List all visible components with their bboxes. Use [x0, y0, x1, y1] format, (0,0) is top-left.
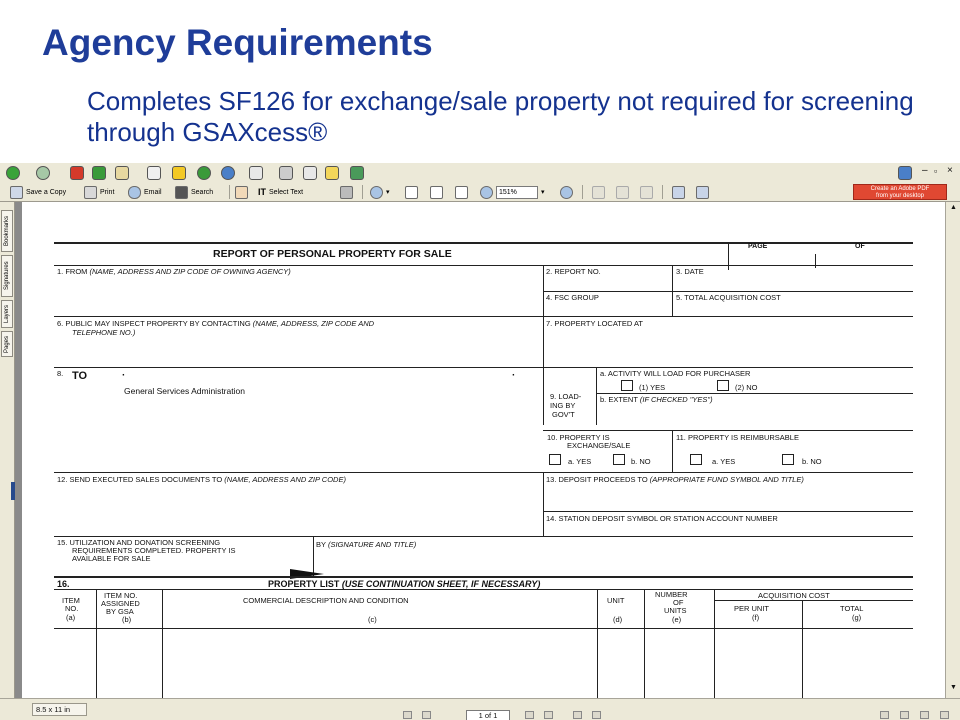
document-area	[15, 202, 945, 698]
stop-icon[interactable]	[70, 166, 84, 180]
of-label: OF	[855, 243, 865, 250]
attach-button[interactable]	[672, 183, 709, 201]
go-forward-icon[interactable]	[592, 711, 601, 719]
navigation-panel	[0, 202, 15, 698]
forward-icon[interactable]	[36, 166, 50, 180]
rotate-button[interactable]	[592, 183, 653, 201]
email-label: Email	[144, 188, 162, 196]
zoom-out-button[interactable]	[480, 183, 493, 201]
hand-tool-button[interactable]	[235, 183, 248, 201]
comment-icon	[696, 186, 709, 199]
search-web-icon[interactable]	[147, 166, 161, 180]
scroll-up-icon[interactable]: ▲	[950, 204, 957, 211]
edit-icon[interactable]	[303, 166, 317, 180]
bullet-dot: ·	[122, 370, 126, 381]
form-line	[543, 265, 544, 425]
fit-width-icon	[455, 186, 468, 199]
media-icon[interactable]	[197, 166, 211, 180]
zoom-icon	[370, 186, 383, 199]
status-bar	[0, 698, 960, 720]
field-15-by	[316, 540, 416, 549]
tab-layers[interactable]: Layers	[1, 300, 13, 328]
col-d-2: (d)	[613, 615, 623, 624]
select-text-button[interactable]	[258, 183, 303, 201]
minimize-icon[interactable]: –	[922, 165, 928, 176]
toolbar-divider	[582, 185, 583, 199]
field-9a-no-checkbox[interactable]	[717, 380, 729, 391]
print-label: Print	[100, 188, 115, 196]
field-6-label	[57, 319, 374, 328]
col-a-3: (a)	[66, 613, 76, 622]
form-line	[596, 367, 597, 425]
save-copy-button[interactable]	[10, 183, 66, 201]
form-line	[54, 367, 913, 368]
slide-title: Agency Requirements	[42, 22, 433, 63]
zoom-in-button[interactable]	[370, 183, 390, 201]
form-title: REPORT OF PERSONAL PROPERTY FOR SALE	[213, 248, 452, 260]
form-line	[672, 430, 673, 472]
col-d-1: UNIT	[607, 596, 625, 605]
form-line	[162, 589, 163, 698]
field-9b-note: (IF CHECKED "YES")	[639, 395, 713, 404]
single-page-icon[interactable]	[880, 711, 889, 719]
col-c-2: (c)	[368, 615, 377, 624]
home-icon[interactable]	[115, 166, 129, 180]
field-14-label: 14. STATION DEPOSIT SYMBOL OR STATION ACCOUNT NUMBER	[546, 514, 778, 523]
field-15-by-label: BY	[316, 540, 326, 549]
col-b-4: (b)	[122, 615, 132, 624]
field-10-yes-label: a. YES	[568, 457, 592, 466]
toolbar-divider	[229, 185, 230, 199]
form-line	[644, 589, 645, 698]
field-11-label: 11. PROPERTY IS REIMBURSABLE	[676, 433, 799, 442]
field-1-number: 1. FROM	[57, 267, 88, 276]
rotate-icon	[592, 186, 605, 199]
page-icon	[405, 186, 418, 199]
history-icon[interactable]	[221, 166, 235, 180]
field-9b-number: b. EXTENT	[600, 395, 638, 404]
pdf-viewer-screenshot	[0, 163, 960, 720]
actual-size-button[interactable]	[405, 183, 418, 201]
page-number-field[interactable]: 1 of 1	[466, 710, 510, 720]
form-thick-rule	[54, 576, 913, 578]
continuous-facing-icon[interactable]	[940, 711, 949, 719]
field-13-number: 13. DEPOSIT PROCEEDS TO	[546, 475, 648, 484]
zoom-plus-button[interactable]	[560, 183, 573, 201]
field-16-number: 16.	[57, 579, 70, 589]
form-line	[54, 536, 913, 537]
search-button[interactable]	[175, 183, 213, 201]
field-2-label: 2. REPORT NO.	[546, 267, 601, 276]
form-line	[714, 600, 913, 601]
field-9-line-1: 9. LOAD-	[550, 392, 582, 401]
field-10-no-label: b. NO	[631, 457, 651, 466]
email-icon	[128, 186, 141, 199]
field-8-number: 8.	[57, 369, 64, 378]
field-11-yes-checkbox[interactable]	[690, 454, 702, 465]
col-acq: ACQUISITION COST	[758, 591, 830, 600]
form-line	[714, 589, 715, 698]
field-6-number: 6. PUBLIC MAY INSPECT PROPERTY BY CONTACTING	[57, 319, 251, 328]
field-11-yes-label: a. YES	[712, 457, 736, 466]
col-f-2: (f)	[752, 613, 760, 622]
close-icon[interactable]: ×	[947, 165, 953, 176]
zoom-level-select[interactable]	[496, 183, 545, 201]
first-page-icon[interactable]	[403, 711, 412, 719]
browser-nav-bar	[0, 163, 960, 184]
field-9a-label: a. ACTIVITY WILL LOAD FOR PURCHASER	[600, 369, 751, 378]
field-12-number: 12. SEND EXECUTED SALES DOCUMENTS TO	[57, 475, 223, 484]
form-line	[802, 601, 803, 698]
form-line	[543, 430, 913, 431]
go-back-icon[interactable]	[573, 711, 582, 719]
field-9a-yes-checkbox[interactable]	[621, 380, 633, 391]
field-4-label: 4. FSC GROUP	[546, 293, 599, 302]
field-9-line-2: ING BY	[550, 401, 576, 410]
folder-icon[interactable]	[325, 166, 339, 180]
tab-signatures[interactable]: Signatures	[1, 255, 13, 297]
back-icon[interactable]	[6, 166, 20, 180]
zoom-out-icon	[480, 186, 493, 199]
col-b-1: ITEM NO.	[104, 591, 138, 600]
col-g-2: (g)	[852, 613, 862, 622]
col-e-2: OF	[673, 598, 684, 607]
toolbar-divider	[662, 185, 663, 199]
field-15-line-3: AVAILABLE FOR SALE	[72, 554, 151, 563]
field-8-value: General Services Administration	[124, 386, 245, 396]
col-e-1: NUMBER	[655, 590, 688, 599]
col-b-3: BY GSA	[106, 607, 134, 616]
tab-bookmarks[interactable]: Bookmarks	[1, 210, 13, 252]
field-6-note-2: TELEPHONE NO.)	[72, 328, 136, 337]
next-page-icon[interactable]	[525, 711, 534, 719]
field-1-note: (NAME, ADDRESS AND ZIP CODE OF OWNING AGENCY)	[89, 267, 291, 276]
field-16-note: (USE CONTINUATION SHEET, IF NECESSARY)	[341, 579, 541, 589]
printer-icon	[84, 186, 97, 199]
field-11-no-label: b. NO	[802, 457, 822, 466]
field-16-title	[268, 579, 540, 589]
fit-page-icon	[430, 186, 443, 199]
tab-pages[interactable]: Pages	[1, 331, 13, 357]
form-line	[54, 472, 913, 473]
create-adobe-pdf-button[interactable]	[853, 184, 947, 200]
col-e-3: UNITS	[664, 606, 687, 615]
field-12-note: (NAME, ADDRESS AND ZIP CODE)	[224, 475, 346, 484]
camera-icon	[340, 186, 353, 199]
field-15-by-note: (SIGNATURE AND TITLE)	[327, 540, 417, 549]
chevron-down-icon: ▾	[386, 189, 390, 196]
field-5-label: 5. TOTAL ACQUISITION COST	[676, 293, 781, 302]
field-6-note: (NAME, ADDRESS, ZIP CODE AND	[252, 319, 375, 328]
hand-icon	[235, 186, 248, 199]
search-label: Search	[191, 188, 214, 196]
form-line	[543, 511, 913, 512]
field-13-label	[546, 475, 804, 484]
col-a-1: ITEM	[62, 596, 80, 605]
attach-icon	[672, 186, 685, 199]
fit-width-button[interactable]	[455, 183, 468, 201]
slide-subtitle: Completes SF126 for exchange/sale property not required for screening through GSAXcess®	[87, 86, 914, 147]
field-9b-label	[600, 395, 713, 404]
field-10-yes-checkbox[interactable]	[549, 454, 561, 465]
form-line	[543, 291, 913, 292]
form-line	[54, 265, 913, 266]
vertical-scrollbar[interactable]	[945, 202, 960, 698]
chevron-down-icon: ▾	[541, 189, 545, 196]
col-b-2: ASSIGNED	[101, 599, 140, 608]
field-10-line-1: 10. PROPERTY IS	[547, 433, 610, 442]
save-icon	[10, 186, 23, 199]
last-page-icon[interactable]	[544, 711, 553, 719]
form-line	[54, 316, 913, 317]
messenger-icon[interactable]	[350, 166, 364, 180]
prev-page-icon[interactable]	[422, 711, 431, 719]
field-1-label	[57, 267, 291, 276]
continuous-icon[interactable]	[900, 711, 909, 719]
form-line	[543, 472, 544, 537]
refresh-icon[interactable]	[92, 166, 106, 180]
field-10-no-checkbox[interactable]	[613, 454, 625, 465]
zoom-level-value: 151%	[496, 186, 538, 199]
form-top-rule	[54, 242, 913, 244]
select-text-label: Select Text	[269, 188, 304, 196]
snapshot-tool-button[interactable]	[340, 183, 353, 201]
field-9a-no-label: (2) NO	[735, 383, 758, 392]
field-12-label	[57, 475, 346, 484]
form-line	[54, 589, 913, 590]
print-button[interactable]	[84, 183, 114, 201]
save-copy-label: Save a Copy	[26, 188, 67, 196]
field-8-to: TO	[72, 370, 88, 382]
text-cursor-icon: IT	[258, 187, 266, 197]
field-9-line-3: GOV'T	[552, 410, 575, 419]
field-7-label: 7. PROPERTY LOCATED AT	[546, 319, 643, 328]
col-a-2: NO.	[65, 604, 79, 613]
field-3-label: 3. DATE	[676, 267, 704, 276]
adobe-line-2: from your desktop	[875, 193, 925, 199]
fit-page-button[interactable]	[430, 183, 443, 201]
col-g-1: TOTAL	[840, 604, 864, 613]
col-e-4: (e)	[672, 615, 682, 624]
restore-icon[interactable]: ▫	[934, 166, 938, 176]
lock-icon	[640, 186, 653, 199]
form-line	[96, 589, 97, 698]
field-13-note: (APPROPRIATE FUND SYMBOL AND TITLE)	[649, 475, 804, 484]
field-10-line-2: EXCHANGE/SALE	[567, 441, 631, 450]
favorites-icon[interactable]	[172, 166, 186, 180]
form-line	[596, 393, 913, 394]
form-line	[54, 628, 913, 629]
field-11-no-checkbox[interactable]	[782, 454, 794, 465]
bullet-dot: ·	[512, 370, 516, 381]
sf126-form-page	[22, 202, 945, 698]
field-15-line-2: REQUIREMENTS COMPLETED. PROPERTY IS	[72, 546, 236, 555]
zoom-in-icon	[560, 186, 573, 199]
mail-icon[interactable]	[249, 166, 263, 180]
col-c-1: COMMERCIAL DESCRIPTION AND CONDITION	[243, 596, 409, 605]
col-f-1: PER UNIT	[734, 604, 770, 613]
binoculars-icon	[175, 186, 188, 199]
page-label: PAGE	[748, 243, 768, 250]
scroll-down-icon[interactable]: ▼	[950, 684, 957, 691]
adobe-line-1: Create an Adobe PDF	[870, 186, 930, 192]
facing-icon[interactable]	[920, 711, 929, 719]
rotate-back-icon	[616, 186, 629, 199]
field-15-line-1: 15. UTILIZATION AND DONATION SCREENING	[57, 538, 221, 547]
print-icon[interactable]	[279, 166, 293, 180]
email-button[interactable]	[128, 183, 162, 201]
field-16-title-text: PROPERTY LIST	[268, 579, 340, 589]
toolbar-divider	[362, 185, 363, 199]
field-9a-yes-label: (1) YES	[639, 383, 666, 392]
form-line	[597, 589, 598, 698]
acrobat-toolbar	[0, 183, 960, 202]
page-size-indicator: 8.5 x 11 in	[32, 703, 87, 716]
windows-logo-icon	[898, 166, 912, 180]
